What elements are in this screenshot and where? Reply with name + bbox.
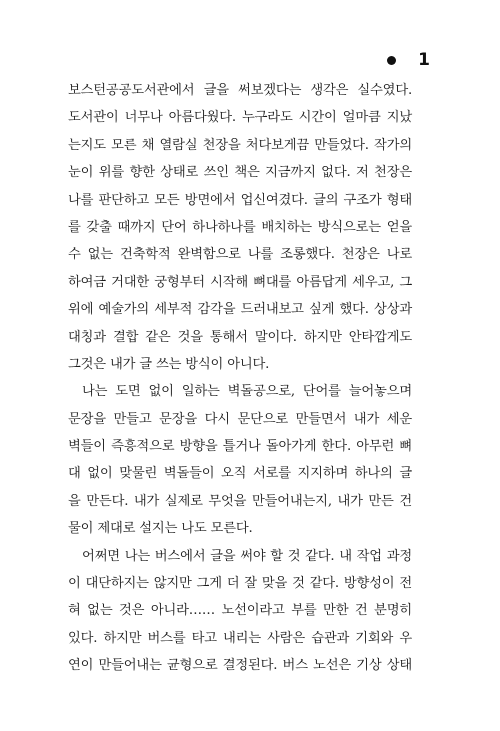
text-line: 눈이 위를 향한 상태로 쓰인 책은 지금까지 없다. 저 천장은 (68, 165, 412, 181)
paragraph-1 (68, 77, 412, 378)
text-line: 하여금 거대한 궁형부터 시작해 뼈대를 아름답게 세우고, 그 (68, 274, 412, 290)
text-line: 연이 만들어내는 균형으로 결정된다. 버스 노선은 기상 상태 (68, 658, 412, 674)
text-line: 도서관이 너무나 아름다웠다. 누구라도 시간이 얼마큼 지났 (68, 110, 412, 126)
text-line: 를 갖출 때까지 단어 하나하나를 배치하는 방식으로는 얻을 (68, 219, 412, 235)
text-line: 나를 판단하고 모든 방면에서 업신여겼다. 글의 구조가 형태 (68, 192, 412, 208)
text-line: 나는 도면 없이 일하는 벽돌공으로, 단어를 늘어놓으며 (82, 384, 412, 400)
body-text (68, 77, 412, 680)
text-line: 물이 제대로 설지는 나도 모른다. (68, 521, 253, 537)
text-line: 그것은 내가 글 쓰는 방식이 아니다. (68, 356, 270, 372)
text-line: 어쩌면 나는 버스에서 글을 써야 할 것 같다. 내 작업 과정 (82, 548, 412, 564)
paragraph-2 (68, 378, 412, 542)
text-line: 대 없이 맞물린 벽돌들이 오직 서로를 지지하며 하나의 글 (68, 466, 412, 482)
text-line: 벽들이 즉흥적으로 방향을 틀거나 돌아가게 한다. 아무런 뼈 (68, 439, 412, 455)
bullet-dot-icon (387, 56, 396, 65)
page-header (387, 52, 430, 69)
text-line: 을 만든다. 내가 실제로 무엇을 만들어내는지, 내가 만든 건 (68, 493, 412, 509)
page-number: 1 (418, 50, 430, 70)
text-line: 이 대단하지는 않지만 그게 더 잘 맞을 것 같다. 방향성이 전 (68, 576, 412, 592)
text-line: 는지도 모른 채 열람실 천장을 처다보게끔 만들었다. 작가의 (68, 137, 412, 153)
text-line: 위에 예술가의 세부적 감각을 드러내보고 싶게 했다. 상상과 (68, 302, 412, 318)
text-line: 대칭과 결합 같은 것을 통해서 말이다. 하지만 안타깝게도 (68, 329, 412, 345)
text-line: 혀 없는 것은 아니라…… 노선이라고 부를 만한 건 분명히 (68, 603, 412, 619)
text-line: 수 없는 건축학적 완벽함으로 나를 조롱했다. 천장은 나로 (68, 247, 412, 263)
text-line: 보스턴공공도서관에서 글을 써보겠다는 생각은 실수였다. (68, 83, 412, 98)
paragraph-3 (68, 543, 412, 680)
text-line: 문장을 만들고 문장을 다시 문단으로 만들면서 내가 세운 (68, 411, 412, 427)
text-line: 있다. 하지만 버스를 타고 내리는 사람은 습관과 기회와 우 (68, 630, 412, 646)
